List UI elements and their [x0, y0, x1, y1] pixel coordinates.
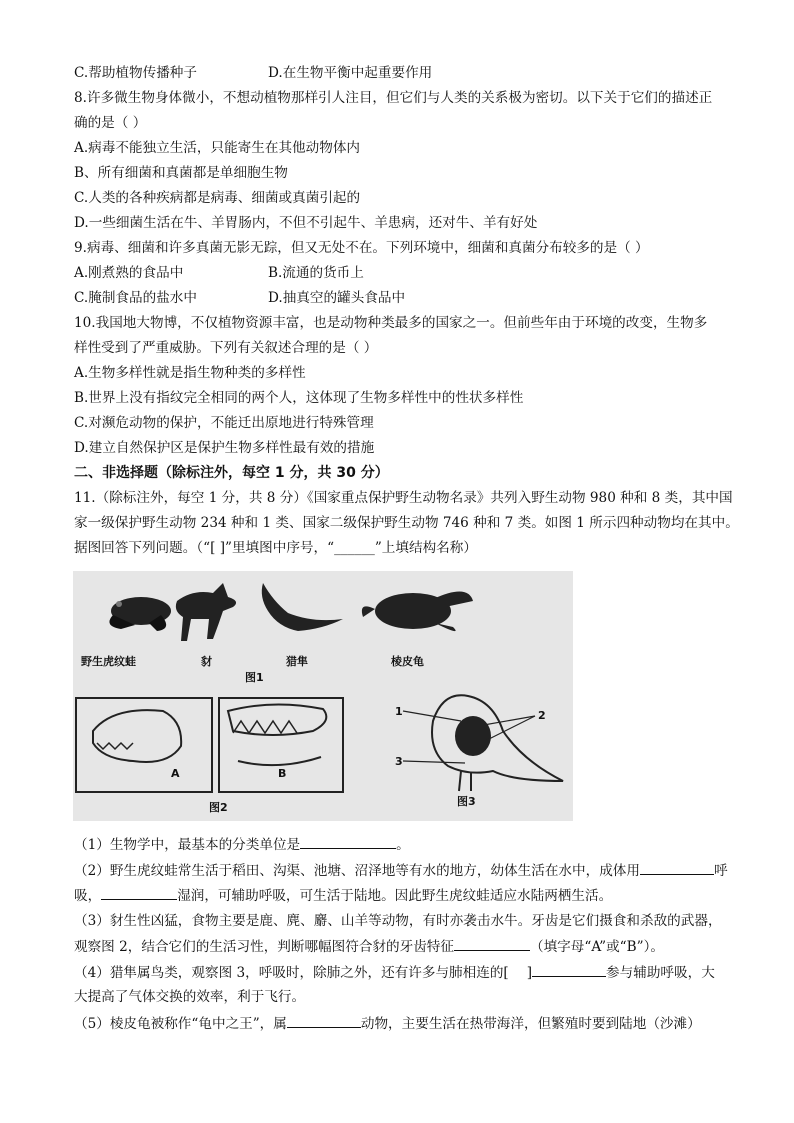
animal-label-jackal: 豺 — [201, 655, 212, 668]
blank-5[interactable] — [287, 1014, 361, 1028]
figure-2-caption: 图2 — [209, 801, 228, 814]
figure-panel — [73, 571, 573, 821]
q8-option-b: B、所有细菌和真菌都是单细胞生物 — [74, 165, 288, 181]
option-text: D.在生物平衡中起重要作用 — [268, 65, 433, 81]
q8-option-d: D.一些细菌生活在牛、羊胃肠内，不但不引起牛、羊患病，还对牛、羊有好处 — [74, 215, 538, 231]
jackal-icon — [176, 583, 236, 641]
subquestion-2b-text: 湿润，可辅助呼吸，可生活于陆地。因此野生虎纹蛙适应水陆两栖生活。 — [177, 888, 613, 904]
q8-option-c: C.人类的各种疾病都是病毒、细菌或真菌引起的 — [74, 190, 361, 206]
blank-1[interactable] — [300, 835, 396, 849]
figure-3-caption: 图3 — [457, 795, 476, 808]
falcon-icon — [262, 583, 343, 631]
subquestion-2-cont — [74, 886, 612, 905]
turtle-icon — [362, 591, 473, 631]
blank-2a[interactable] — [640, 861, 714, 875]
frog-icon — [109, 597, 171, 631]
blank-4[interactable] — [532, 963, 606, 977]
bird-label-2: 2 — [538, 709, 546, 722]
question-11-cont: 家一级保护野生动物 234 种和 1 类、国家二级保护野生动物 746 种和 7 类。如图 1 所示四种动物均在其中。 — [74, 515, 739, 531]
q8-option-a: A.病毒不能独立生活，只能寄生在其他动物体内 — [74, 140, 361, 156]
q10-option-d: D.建立自然保护区是保护生物多样性最有效的措施 — [74, 440, 375, 456]
question-10: 10.我国地大物博，不仅植物资源丰富，也是动物种类最多的国家之一。但前些年由于环境的改变，生物多 — [74, 315, 708, 331]
option-text: C.帮助植物传播种子 — [74, 65, 197, 81]
figure-1-caption: 图1 — [245, 671, 264, 684]
question-10-cont: 样性受到了严重威胁。下列有关叙述合理的是（ ） — [74, 340, 378, 356]
q9-option-d: D.抽真空的罐头食品中 — [268, 290, 406, 306]
subquestion-2 — [74, 861, 728, 880]
figure-2a-label: A — [171, 767, 180, 780]
subquestion-3: （3）豺生性凶猛，食物主要是鹿、麂、麝、山羊等动物，有时亦袭击水牛。牙齿是它们摄食和杀敌的武器， — [74, 913, 722, 929]
q10-option-c: C.对濒危动物的保护，不能迁出原地进行特殊管理 — [74, 415, 374, 431]
subquestion-4-end: 参与辅助呼吸，大 — [606, 965, 715, 981]
subquestion-4 — [74, 963, 715, 982]
animal-label-frog: 野生虎纹蛙 — [81, 655, 136, 668]
animal-label-falcon: 猎隼 — [286, 655, 308, 668]
subquestion-3-cont — [74, 937, 664, 956]
subquestion-4-text: （4）猎隼属鸟类，观察图 3，呼吸时，除肺之外，还有许多与肺相连的[ — [74, 965, 509, 981]
subquestion-5-end: 动物，主要生活在热带海洋，但繁殖时要到陆地（沙滩） — [360, 1016, 701, 1032]
subquestion-2-end: 呼 — [714, 863, 728, 879]
q9-option-c: C.腌制食品的盐水中 — [74, 290, 197, 306]
figure-2a-frame — [75, 697, 213, 793]
option-c-line — [74, 64, 197, 82]
subquestion-5 — [74, 1014, 701, 1033]
question-9: 9.病毒、细菌和许多真菌无影无踪，但又无处不在。下列环境中，细菌和真菌分布较多的是（ ） — [74, 240, 649, 256]
q10-option-a: A.生物多样性就是指生物种类的多样性 — [74, 365, 306, 381]
subquestion-1-end: 。 — [396, 837, 410, 853]
option-d-line — [268, 64, 432, 82]
subquestion-5-text: （5）棱皮龟被称作“龟中之王”，属 — [74, 1016, 287, 1032]
q9-option-b: B.流通的货币上 — [268, 265, 364, 281]
question-11-cont2: 据图回答下列问题。（“[ ]”里填图中序号，“______”上填结构名称） — [74, 540, 477, 556]
figure-2b-label: B — [278, 767, 287, 780]
section-2-heading: 二、非选择题（除标注外，每空 1 分，共 30 分） — [74, 465, 389, 481]
q10-option-b: B.世界上没有指纹完全相同的两个人，这体现了生物多样性中的性状多样性 — [74, 390, 524, 406]
subquestion-1-text: （1）生物学中，最基本的分类单位是 — [74, 837, 301, 853]
subquestion-2b-start: 吸， — [74, 888, 102, 904]
subquestion-3b-text: 观察图 2，结合它们的生活习性，判断哪幅图符合豺的牙齿特征 — [74, 939, 454, 955]
question-11: 11.（除标注外，每空 1 分，共 8 分）《国家重点保护野生动物名录》共列入野生动物 980 种和 8 类，其中国 — [74, 490, 733, 506]
subquestion-4-cont: 大提高了气体交换的效率，利于飞行。 — [74, 989, 306, 1005]
bird-label-3: 3 — [395, 755, 403, 768]
subquestion-4-bracket: ] — [526, 965, 533, 981]
bird-label-1: 1 — [395, 705, 403, 718]
animal-label-turtle: 棱皮龟 — [391, 655, 424, 668]
blank-3[interactable] — [454, 937, 530, 951]
question-8-cont: 确的是（ ） — [74, 115, 147, 131]
subquestion-2-text: （2）野生虎纹蛙常生活于稻田、沟渠、池塘、沼泽地等有水的地方，幼体生活在水中，成体用 — [74, 863, 640, 879]
subquestion-3b-end: （填字母“A”或“B”）。 — [530, 939, 664, 955]
blank-2b[interactable] — [101, 886, 177, 900]
subquestion-1 — [74, 835, 410, 854]
question-8: 8.许多微生物身体微小，不想动植物那样引人注目，但它们与人类的关系极为密切。以下关于它们的描述正 — [74, 90, 713, 106]
q9-option-a: A.刚煮熟的食品中 — [74, 265, 184, 281]
